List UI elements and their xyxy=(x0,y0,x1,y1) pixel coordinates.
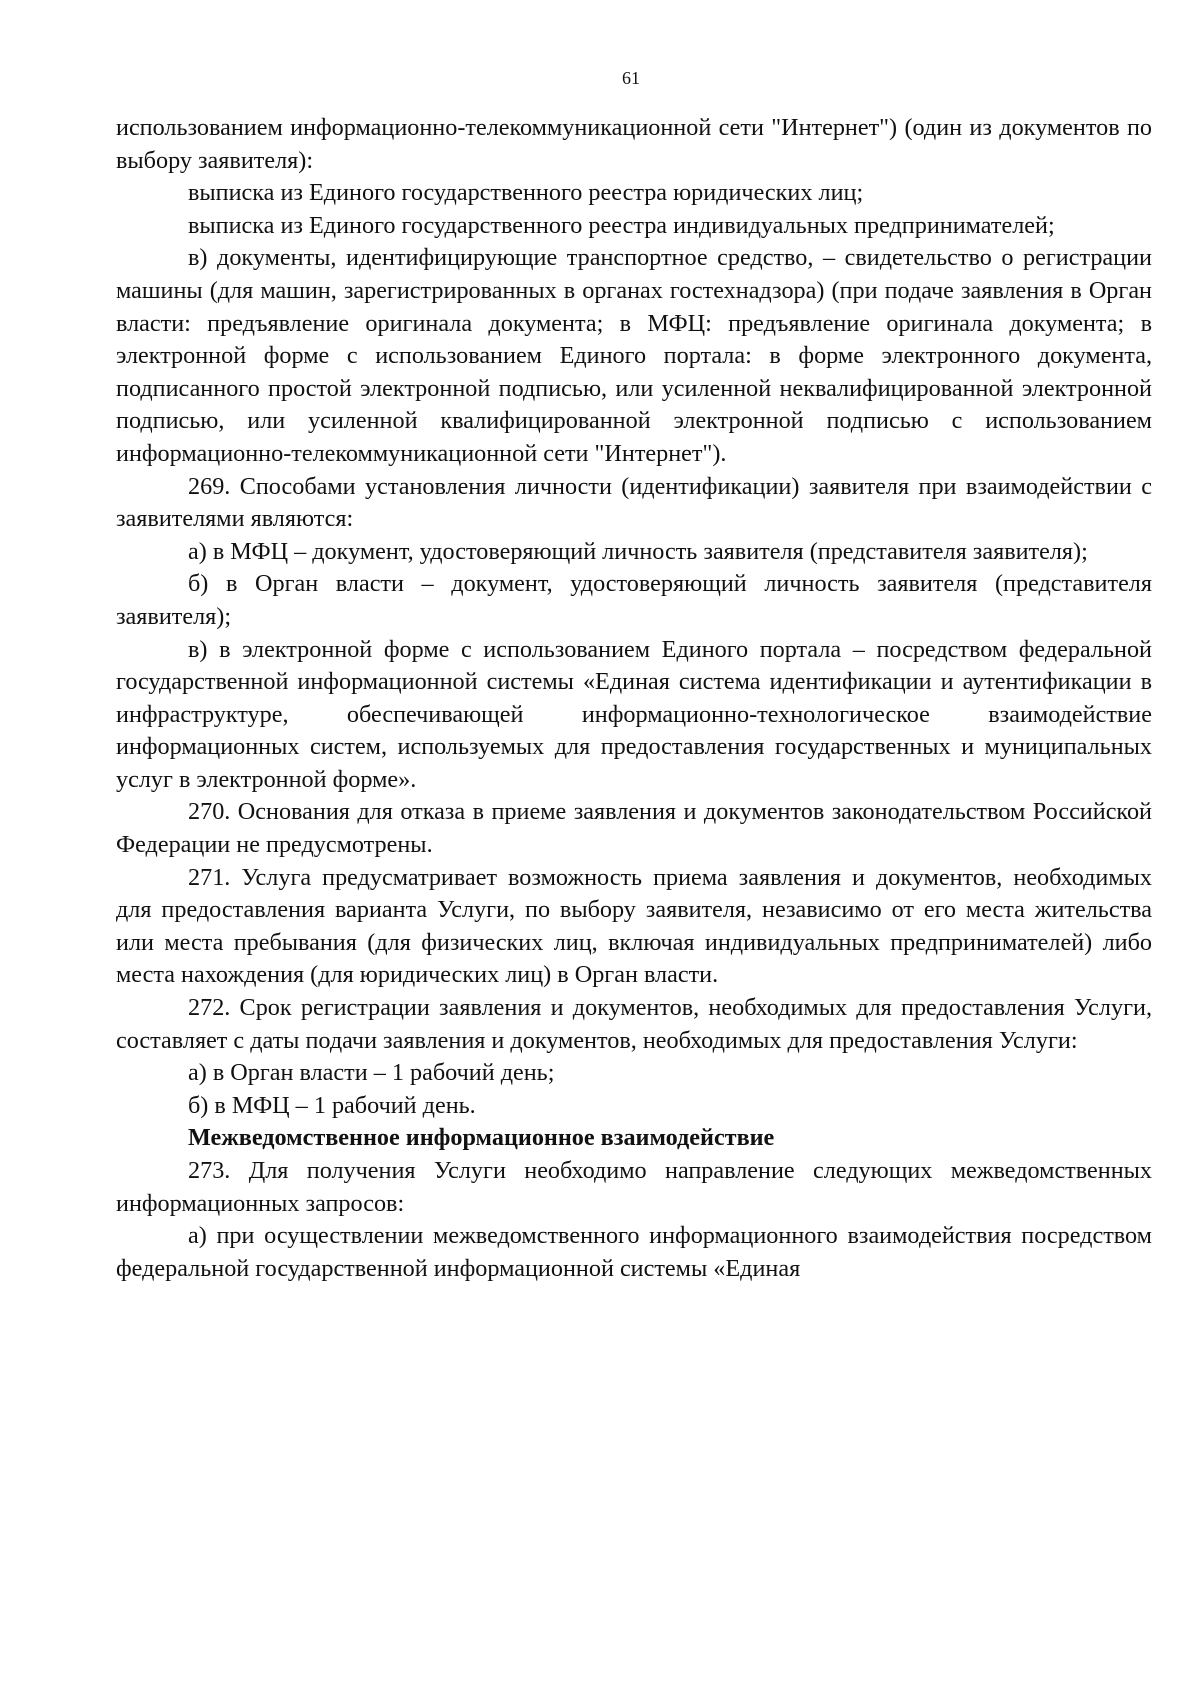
paragraph: 269. Способами установления личности (идентификации) заявителя при взаимодействии с заявителями являются: xyxy=(116,472,1152,533)
paragraph: 270. Основания для отказа в приеме заявления и документов законодательством Российской Федерации не предусмотрены. xyxy=(116,798,1152,859)
section-heading: Межведомственное информационное взаимодействие xyxy=(188,1124,775,1152)
paragraph: использованием информационно-телекоммуникационной сети "Интернет") (один из документов по выбору заявителя): xyxy=(116,114,1152,174)
paragraph: б) в МФЦ – 1 рабочий день. xyxy=(188,1091,476,1119)
paragraph: в) документы, идентифицирующие транспортное средство, – свидетельство о регистрации машины (для машин, зарегистрированных в органах гостехнадзора) (при подаче заявления в Орган власти: предъявление оригинала документа; в МФЦ: предъявление оригинала документа; в электронной форме с использованием Единого портала: в форме электронного документа, подписанного простой электронной подписью, или усиленной неквалифицированной электронной подписью, или усиленной квалифицированной электронной подписью с использованием информационно-телекоммуникационной сети "Интернет"). xyxy=(116,244,1152,467)
document-body xyxy=(116,112,1152,1285)
paragraph: а) в Орган власти – 1 рабочий день; xyxy=(188,1059,555,1087)
paragraph: 271. Услуга предусматривает возможность приема заявления и документов, необходимых для предоставления варианта Услуги, по выбору заявителя, независимо от его места жительства или места пребывания (для физических лиц, включая индивидуальных предпринимателей) либо места нахождения (для юридических лиц) в Орган власти. xyxy=(116,863,1152,989)
paragraph: выписка из Единого государственного реестра индивидуальных предпринимателей; xyxy=(188,211,1055,239)
paragraph: выписка из Единого государственного реестра юридических лиц; xyxy=(188,179,864,207)
page-number: 61 xyxy=(622,68,640,88)
paragraph: в) в электронной форме с использованием Единого портала – посредством федеральной государственной информационной системы «Единая система идентификации и аутентификации в инфраструктуре, обеспечивающей информационно-технологическое взаимодействие информационных систем, используемых для предоставления государственных и муниципальных услуг в электронной форме». xyxy=(116,635,1152,793)
paragraph: а) при осуществлении межведомственного информационного взаимодействия посредством федеральной государственной информационной системы «Единая xyxy=(116,1222,1152,1282)
paragraph: а) в МФЦ – документ, удостоверяющий личность заявителя (представителя заявителя); xyxy=(188,537,1088,565)
paragraph: б) в Орган власти – документ, удостоверяющий личность заявителя (представителя заявителя); xyxy=(116,570,1152,630)
paragraph: 272. Срок регистрации заявления и документов, необходимых для предоставления Услуги, составляет с даты подачи заявления и документов, необходимых для предоставления Услуги: xyxy=(116,994,1152,1054)
paragraph: 273. Для получения Услуги необходимо направление следующих межведомственных информационных запросов: xyxy=(116,1157,1152,1217)
